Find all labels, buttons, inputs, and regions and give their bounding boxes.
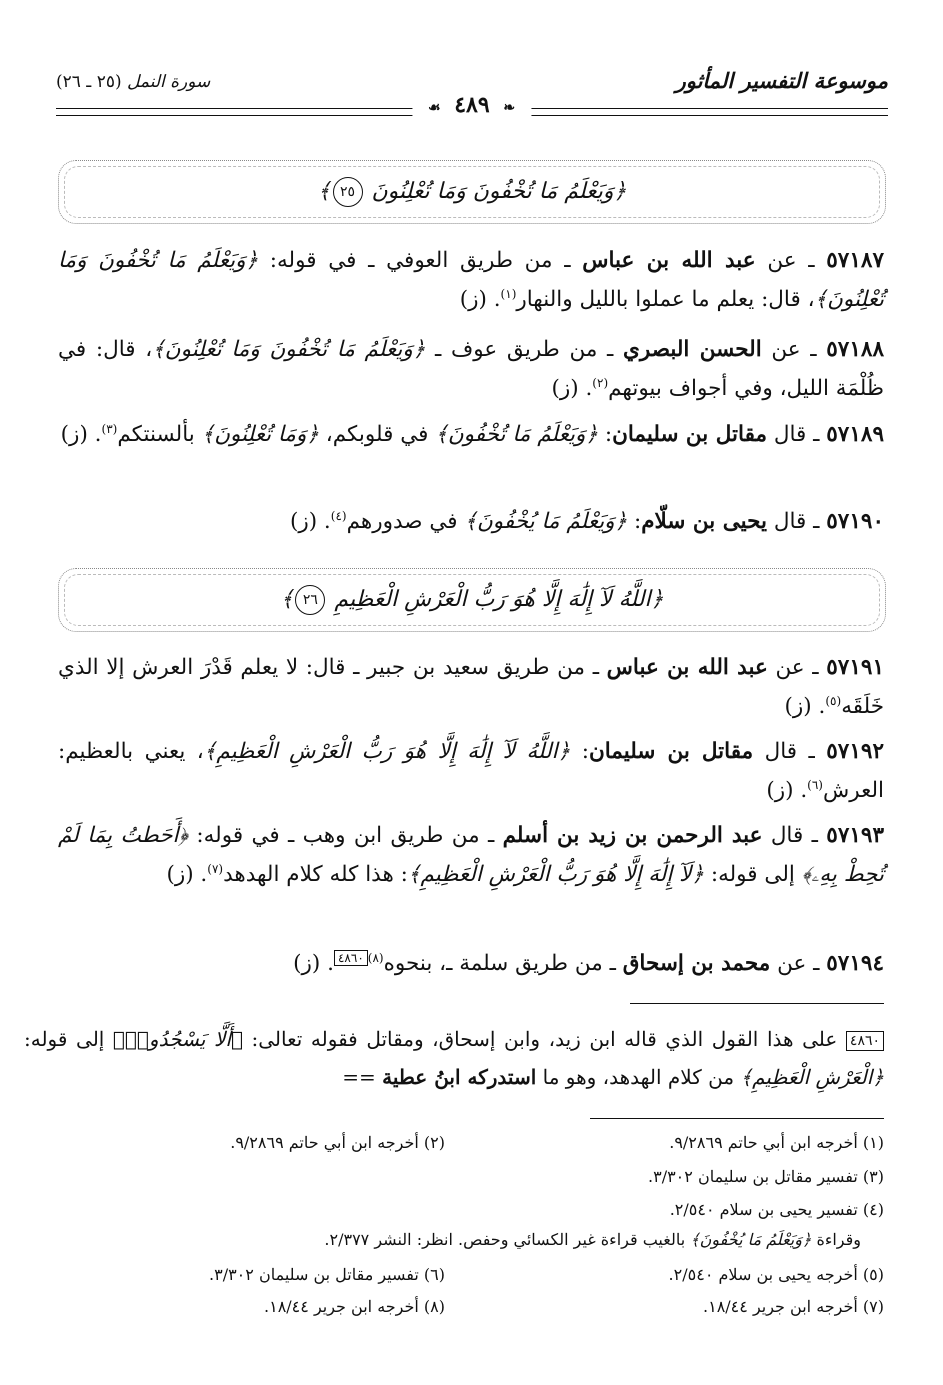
narration-number: ٥٧١٩٤ bbox=[826, 951, 884, 976]
narration-57193 bbox=[58, 816, 884, 894]
quran-quote: ﴿اللَّهُ لَآ إِلَٰهَ إِلَّا هُوَ رَبُّ الْعَرْشِ الْعَظِيمِ﴾ bbox=[203, 739, 571, 764]
footnote-marker[interactable]: (١) bbox=[500, 286, 517, 301]
quran-quote: ﴿الْعَرْشِ الْعَظِيمِ﴾ bbox=[740, 1065, 884, 1089]
page-number: ٤٨٩ bbox=[454, 92, 490, 118]
quran-quote: ﴿وَيَعْلَمُ مَا تُخْفُونَ﴾ bbox=[435, 422, 598, 447]
text: ـ عن bbox=[761, 337, 827, 362]
text: إلى قوله: bbox=[24, 1027, 113, 1051]
book-title: موسوعة التفسير المأثور bbox=[675, 68, 888, 93]
footnote-1: (١) أخرجه ابن أبي حاتم ٩/٢٨٦٩. bbox=[669, 1133, 884, 1152]
text: من كلام الهدهد، وهو ما bbox=[536, 1065, 741, 1089]
footnote-marker[interactable]: (٥) bbox=[825, 693, 842, 708]
bold-text: استدركه ابنُ عطية bbox=[382, 1065, 537, 1089]
verse-close: ﴾ bbox=[317, 179, 331, 204]
text: بألسنتكم bbox=[117, 422, 202, 447]
narrator-name: عبد الله بن عباس bbox=[606, 655, 768, 680]
text: في صدورهم bbox=[346, 509, 465, 534]
text: . (ز) bbox=[60, 422, 102, 447]
quran-quote: ﴿أَحَطتُ بِمَا لَمْ تُحِطْ بِهِۦ﴾ bbox=[58, 823, 884, 887]
narrator-name: يحيى بن سلّام bbox=[641, 509, 767, 534]
narrator-name: الحسن البصري bbox=[623, 337, 762, 362]
text: ـ قال bbox=[766, 422, 827, 447]
narration-57194 bbox=[58, 944, 884, 983]
narration-number: ٥٧١٩٢ bbox=[826, 739, 884, 764]
text: في قلوبكم، bbox=[318, 422, 436, 447]
footnote-5: (٥) أخرجه يحيى بن سلام ٢/٥٤٠. bbox=[668, 1265, 884, 1284]
text: . (ز) bbox=[459, 287, 501, 312]
quran-quote: ﴿لَآ إِلَٰهَ إِلَّا هُوَ رَبُّ الْعَرْشِ الْعَظِيمِ﴾ bbox=[407, 862, 705, 887]
footnote-marker[interactable]: (٧) bbox=[207, 861, 224, 876]
text: ـ عن bbox=[767, 655, 827, 680]
narration-number: ٥٧١٨٩ bbox=[826, 422, 884, 447]
text: ـ قال bbox=[762, 823, 827, 848]
text: وقراءة bbox=[811, 1230, 861, 1249]
page-number-block bbox=[412, 92, 531, 118]
narration-57191 bbox=[58, 648, 884, 726]
text: . (ز) bbox=[166, 862, 208, 887]
footnote-marker[interactable]: (٣) bbox=[101, 421, 118, 436]
quran-quote: ﴿وَيَعْلَمُ مَا يُخْفُونَ﴾ bbox=[690, 1230, 812, 1249]
quran-quote: ﴿وَمَا تُعْلِنُونَ﴾ bbox=[201, 422, 319, 447]
footnote-3: (٣) تفسير مقاتل بن سليمان ٣/٣٠٢. bbox=[648, 1167, 884, 1186]
text: . (ز) bbox=[293, 951, 334, 976]
text: ، قال: يعلم ما عملوا بالليل والنهار bbox=[516, 287, 815, 312]
footnote-2: (٢) أخرجه ابن أبي حاتم ٩/٢٨٦٩. bbox=[230, 1133, 445, 1152]
text: : هذا كله كلام الهدهد bbox=[223, 862, 408, 887]
narration-57192 bbox=[58, 732, 884, 810]
text: ـ قال bbox=[753, 739, 827, 764]
footnote-7: (٧) أخرجه ابن جرير ١٨/٤٤. bbox=[703, 1297, 884, 1316]
text: ـ من طريق ابن وهب ـ في قوله: bbox=[188, 823, 503, 848]
ornament-icon: ☙ bbox=[427, 100, 441, 116]
footnote-6: (٦) تفسير مقاتل بن سليمان ٣/٣٠٢. bbox=[209, 1265, 445, 1284]
text: ـ عن bbox=[755, 248, 827, 273]
text: على هذا القول الذي قاله ابن زيد، وابن إسحاق، ومقاتل فقوله تعالى: bbox=[242, 1027, 846, 1051]
footnote-8: (٨) أخرجه ابن جرير ١٨/٤٤. bbox=[264, 1297, 445, 1316]
text: ـ من طريق سلمة ـ، بنحوه bbox=[383, 951, 623, 976]
text: : bbox=[627, 509, 642, 534]
narration-number: ٥٧١٨٨ bbox=[826, 337, 884, 362]
surah-header bbox=[56, 72, 210, 92]
footnote-marker[interactable]: (٤) bbox=[330, 508, 347, 523]
verse-words: ﴿وَيَعْلَمُ مَا تُخْفُونَ وَمَا تُعْلِنُونَ bbox=[371, 179, 627, 204]
text: ـ من طريق العوفي ـ في قوله: bbox=[258, 248, 583, 273]
narrator-name: عبد الرحمن بن زيد بن أسلم bbox=[502, 823, 763, 848]
text: إلى قوله: bbox=[704, 862, 802, 887]
verse-text bbox=[281, 585, 664, 615]
verse-frame-25 bbox=[58, 160, 886, 224]
text: ، يعني بالعظيم: العرش bbox=[58, 739, 884, 803]
commentary-ref-box[interactable]: ٤٨٦٠ bbox=[334, 950, 368, 966]
text: . (ز) bbox=[551, 376, 593, 401]
commentary-note bbox=[24, 1020, 884, 1096]
narration-57188 bbox=[58, 330, 884, 408]
quran-quote: ﴿وَيَعْلَمُ مَا تُخْفُونَ وَمَا تُعْلِنُونَ﴾ bbox=[152, 337, 426, 362]
narration-57190 bbox=[58, 502, 884, 541]
text: بالغيب قراءة غير الكسائي وحفص. انظر: النشر ٢/٣٧٧. bbox=[324, 1230, 691, 1249]
verse-words: ﴿اللَّهُ لَآ إِلَٰهَ إِلَّا هُوَ رَبُّ الْعَرْشِ الْعَظِيمِ bbox=[334, 587, 664, 612]
narration-number: ٥٧١٩٠ bbox=[826, 509, 884, 534]
verse-text bbox=[318, 177, 627, 207]
text: ـ من طريق عوف ـ bbox=[425, 337, 624, 362]
narration-57187 bbox=[58, 241, 884, 319]
comment-separator bbox=[630, 1003, 884, 1004]
ornament-icon: ❧ bbox=[503, 100, 516, 116]
ayah-number-badge: ٢٦ bbox=[295, 585, 325, 615]
narration-57189 bbox=[58, 415, 884, 454]
narration-number: ٥٧١٩٣ bbox=[826, 823, 885, 848]
footnote-4-note bbox=[324, 1230, 861, 1250]
footnote-marker[interactable]: (٦) bbox=[807, 777, 823, 792]
footnote-marker[interactable]: (٨) bbox=[367, 950, 384, 965]
narrator-name: محمد بن إسحاق bbox=[622, 951, 771, 976]
surah-range: (٢٥ ـ ٢٦) bbox=[56, 72, 122, 92]
text: ، قال: في ظُلْمَة الليل، وفي أجواف بيوتهم bbox=[58, 337, 884, 401]
footnote-4: (٤) تفسير يحيى بن سلام ٢/٥٤٠. bbox=[669, 1200, 884, 1219]
text: . (ز) bbox=[766, 778, 808, 803]
text: : bbox=[597, 422, 613, 447]
continuation-mark: == bbox=[342, 1065, 383, 1089]
ayah-number-badge: ٢٥ bbox=[333, 177, 363, 207]
footnote-separator bbox=[590, 1118, 884, 1119]
commentary-ref-box: ٤٨٦٠ bbox=[846, 1031, 884, 1051]
text: : bbox=[570, 739, 589, 764]
quran-quote: ﴿وَيَعْلَمُ مَا تُخْفُونَ وَمَا تُعْلِنُونَ﴾ bbox=[58, 248, 884, 312]
text: . (ز) bbox=[784, 694, 826, 719]
text: ـ من طريق سعيد بن جبير ـ قال: لا يعلم قَدْرَ العرش إلا الذي خَلَقَه bbox=[58, 655, 884, 719]
text: . (ز) bbox=[289, 509, 331, 534]
narration-number: ٥٧١٩١ bbox=[826, 655, 884, 680]
verse-frame-26 bbox=[58, 568, 886, 632]
surah-name: سورة النمل bbox=[127, 72, 211, 92]
text: ـ عن bbox=[770, 951, 827, 976]
footnote-marker[interactable]: (٢) bbox=[592, 375, 609, 390]
narrator-name: عبد الله بن عباس bbox=[582, 248, 756, 273]
narrator-name: مقاتل بن سليمان bbox=[612, 422, 767, 447]
quran-quote: ﴿أَلَّا يَسْجُدُوا۟﴾ bbox=[112, 1027, 243, 1051]
narrator-name: مقاتل بن سليمان bbox=[588, 739, 754, 764]
verse-close: ﴾ bbox=[280, 587, 294, 612]
text: ـ قال bbox=[766, 509, 827, 534]
quran-quote: ﴿وَيَعْلَمُ مَا يُخْفُونَ﴾ bbox=[464, 509, 628, 534]
narration-number: ٥٧١٨٧ bbox=[826, 248, 884, 273]
